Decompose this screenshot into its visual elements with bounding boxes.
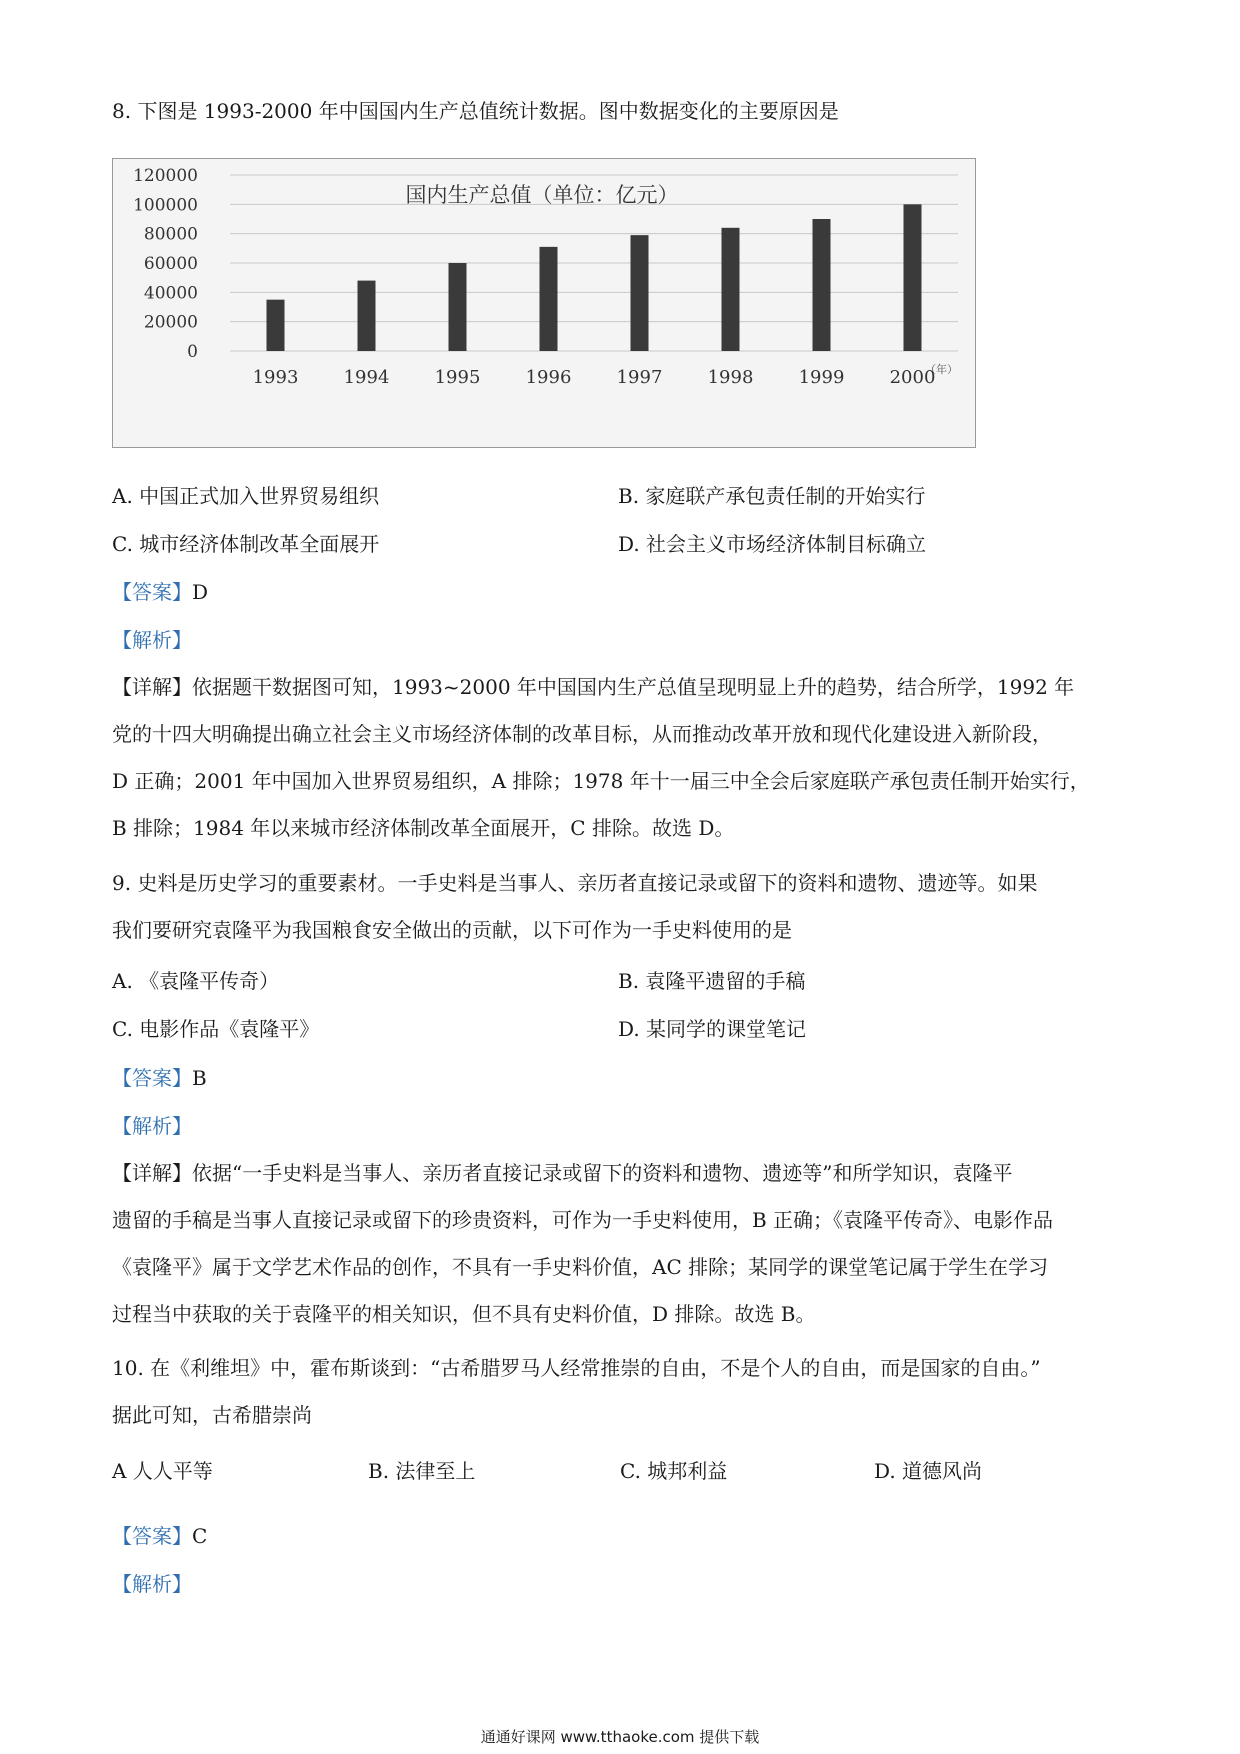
bar-1997 (631, 235, 649, 351)
q8-detail-tag: 【详解】 (112, 675, 192, 699)
x-axis-unit: （年） (925, 363, 958, 376)
chart-title: 国内生产总值（单位：亿元） (405, 183, 679, 207)
x-tick-label: 1993 (252, 367, 299, 388)
q9-detail (112, 1150, 1128, 1338)
q8-detail (112, 664, 1128, 852)
q9-stem-line: 9. 史料是历史学习的重要素材。一手史料是当事人、亲历者直接记录或留下的资料和遗物、遗迹等。如果 (112, 871, 1038, 895)
x-tick-label: 1995 (434, 367, 481, 388)
q8-option-c: C. 城市经济体制改革全面展开 (112, 532, 380, 556)
y-tick-label: 20000 (143, 312, 198, 333)
q8-answer-tag: 【答案】 (112, 580, 192, 604)
bar-2000 (904, 204, 922, 351)
q9-stem (112, 860, 1128, 954)
x-tick-label: 1996 (525, 367, 572, 388)
page-footer: 通通好课网 www.tthaoke.com 提供下载 (480, 1728, 760, 1746)
q9-answer: B (192, 1066, 207, 1090)
q8-answer: D (192, 580, 209, 604)
y-tick-label: 40000 (143, 283, 198, 304)
x-tick-label: 1999 (798, 367, 845, 388)
q8-analysis-tag: 【解析】 (112, 628, 192, 652)
q9-detail-line: 遗留的手稿是当事人直接记录或留下的珍贵资料，可作为一手史料使用，B 正确；《袁隆平传奇》、电影作品 (112, 1208, 1054, 1232)
q8-stem: 8. 下图是 1993-2000 年中国国内生产总值统计数据。图中数据变化的主要原因是 (112, 99, 839, 123)
bar-1999 (813, 219, 831, 351)
q9-detail-line: 《袁隆平》属于文学艺术作品的创作，不具有一手史料价值，AC 排除；某同学的课堂笔记属于学生在学习 (112, 1255, 1049, 1279)
q10-option-c: C. 城邦利益 (620, 1459, 728, 1483)
q9-detail-line: 【详解】依据“一手史料是当事人、亲历者直接记录或留下的资料和遗物、遗迹等”和所学知识，袁隆平 (112, 1161, 1013, 1185)
q9-detail-tag: 【详解】 (112, 1161, 192, 1185)
q9-analysis-tag: 【解析】 (112, 1114, 192, 1138)
q8-option-b: B. 家庭联产承包责任制的开始实行 (618, 484, 926, 508)
q9-option-d: D. 某同学的课堂笔记 (618, 1017, 807, 1041)
q9-option-c: C. 电影作品《袁隆平》 (112, 1017, 320, 1041)
q10-option-a: A 人人平等 (112, 1459, 213, 1483)
q9-answer-tag: 【答案】 (112, 1066, 192, 1090)
q10-stem-line: 10. 在《利维坦》中，霍布斯谈到：“古希腊罗马人经常推崇的自由，不是个人的自由，而是国家的自由。” (112, 1356, 1041, 1380)
x-tick-label: 1994 (343, 367, 390, 388)
gdp-bar-chart (112, 158, 976, 448)
q10-stem-line: 据此可知，古希腊崇尚 (112, 1403, 312, 1427)
q10-answer-row (112, 1520, 207, 1549)
bar-1995 (449, 263, 467, 351)
y-tick-label: 60000 (143, 254, 198, 274)
q8-detail-line: 【详解】依据题干数据图可知，1993~2000 年中国国内生产总值呈现明显上升的趋势，结合所学，1992 年 (112, 675, 1075, 699)
q10-analysis-tag: 【解析】 (112, 1572, 192, 1596)
q10-option-d: D. 道德风尚 (874, 1459, 983, 1483)
y-tick-label: 120000 (133, 166, 198, 186)
q9-option-b: B. 袁隆平遗留的手稿 (618, 969, 806, 993)
q8-option-d: D. 社会主义市场经济体制目标确立 (618, 532, 927, 556)
x-tick-label: 1997 (616, 367, 663, 388)
q10-answer-tag: 【答案】 (112, 1524, 192, 1548)
y-tick-label: 80000 (143, 224, 198, 245)
q8-answer-row (112, 576, 208, 605)
q8-detail-line: B 排除；1984 年以来城市经济体制改革全面展开，C 排除。故选 D。 (112, 816, 735, 840)
bar-1994 (358, 281, 376, 351)
bar-1993 (267, 300, 285, 351)
q8-detail-line: 党的十四大明确提出确立社会主义市场经济体制的改革目标，从而推动改革开放和现代化建设进入新阶段， (112, 722, 1052, 746)
bar-1998 (722, 228, 740, 351)
q9-stem-line: 我们要研究袁隆平为我国粮食安全做出的贡献，以下可作为一手史料使用的是 (112, 918, 792, 942)
bar-1996 (540, 247, 558, 351)
q9-option-a: A. 《袁隆平传奇） (112, 969, 280, 993)
q9-detail-line: 过程当中获取的关于袁隆平的相关知识，但不具有史料价值，D 排除。故选 B。 (112, 1302, 816, 1326)
q9-answer-row (112, 1062, 207, 1091)
x-tick-label: 1998 (707, 367, 754, 388)
y-tick-label: 100000 (133, 195, 198, 216)
y-tick-label: 0 (187, 342, 198, 362)
q10-stem (112, 1345, 1128, 1439)
q8-detail-line: D 正确；2001 年中国加入世界贸易组织，A 排除；1978 年十一届三中全会后家庭联产承包责任制开始实行， (112, 769, 1090, 793)
q8-option-a: A. 中国正式加入世界贸易组织 (112, 484, 380, 508)
q10-option-b: B. 法律至上 (368, 1459, 476, 1483)
x-tick-label: 2000 (889, 367, 936, 388)
q10-answer: C (192, 1524, 208, 1548)
